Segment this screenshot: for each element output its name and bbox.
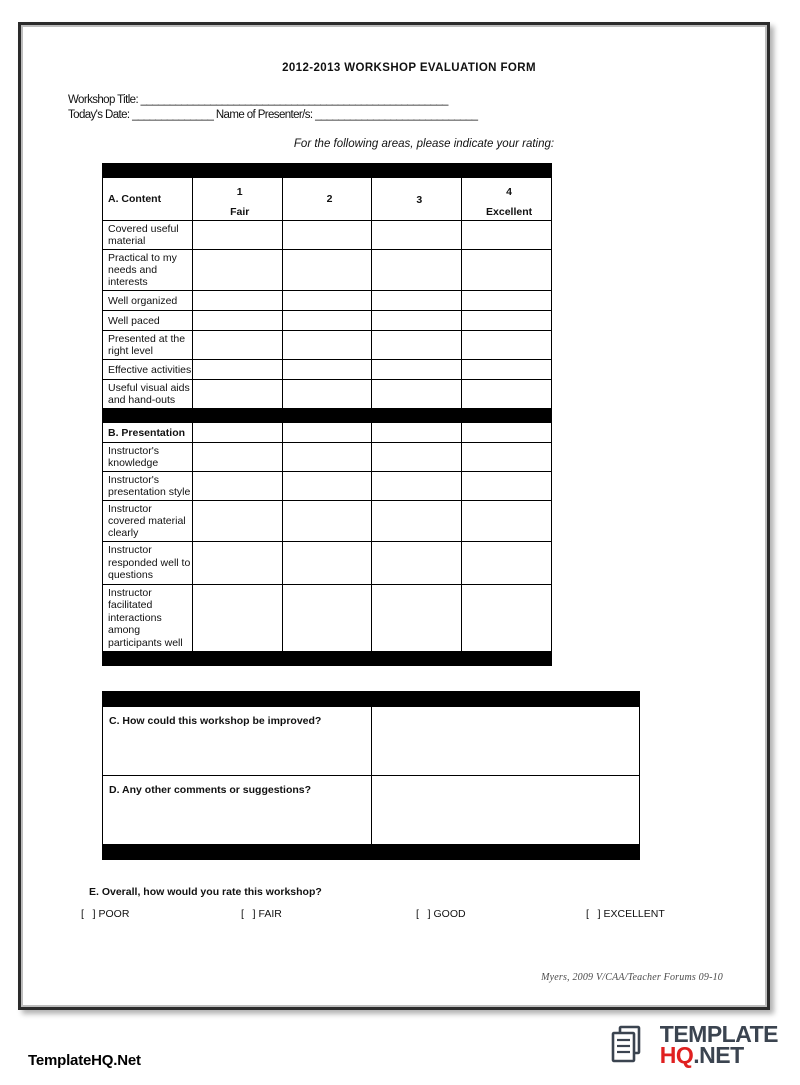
rating-column-4-number: 4 — [506, 186, 513, 198]
rating-cell-2[interactable] — [282, 360, 372, 380]
item-label: Useful visual aids and hand-outs — [103, 380, 193, 409]
rating-column-2 — [282, 178, 372, 221]
rating-cell-4[interactable] — [462, 584, 552, 652]
item-label: Well organized — [103, 291, 193, 311]
rating-cell-2[interactable] — [282, 311, 372, 331]
table-row — [103, 311, 552, 331]
table-row — [103, 331, 552, 360]
logo-hq-net-text — [659, 1042, 778, 1068]
rating-cell-4[interactable] — [462, 472, 552, 501]
table-row — [103, 360, 552, 380]
table-row — [103, 472, 552, 501]
item-label: Well paced — [103, 311, 193, 331]
rating-cell-3[interactable] — [372, 331, 462, 360]
section-b-header-row — [103, 423, 552, 443]
rating-cell-1[interactable] — [192, 331, 282, 360]
table-black-bar-top — [103, 164, 552, 178]
rating-cell-3[interactable] — [372, 291, 462, 311]
comments-black-bar-top — [103, 692, 640, 707]
option-excellent[interactable]: [ ] EXCELLENT — [586, 908, 665, 920]
section-b-header: B. Presentation — [103, 423, 193, 443]
document-page-inner-border — [21, 25, 767, 1007]
rating-cell-1[interactable] — [192, 472, 282, 501]
question-d-label: D. Any other comments or suggestions? — [103, 776, 372, 845]
rating-column-2-number: 2 — [326, 193, 333, 205]
table-black-bar-middle — [103, 409, 552, 423]
rating-cell-1[interactable] — [192, 250, 282, 291]
page-title: 2012-2013 WORKSHOP EVALUATION FORM — [282, 62, 536, 74]
section-a-header: A. Content — [103, 178, 193, 221]
rating-cell-3[interactable] — [372, 311, 462, 331]
rating-cell-4[interactable] — [462, 501, 552, 542]
item-label: Covered useful material — [103, 221, 193, 250]
item-label: Instructor responded well to questions — [103, 542, 193, 585]
document-page-frame — [18, 22, 770, 1010]
rating-cell-3[interactable] — [372, 443, 462, 472]
section-e-title: E. Overall, how would you rate this workshop? — [89, 886, 322, 898]
rating-cell-4[interactable] — [462, 360, 552, 380]
rating-cell-4[interactable] — [462, 380, 552, 409]
document-signature: Myers, 2009 V/CAA/Teacher Forums 09-10 — [541, 972, 723, 983]
comments-row-c — [103, 707, 640, 776]
rating-cell-4[interactable] — [462, 542, 552, 585]
rating-column-3 — [372, 178, 462, 221]
rating-cell-4[interactable] — [462, 250, 552, 291]
rating-cell-2[interactable] — [282, 443, 372, 472]
rating-cell-2[interactable] — [282, 584, 372, 652]
rating-cell-1[interactable] — [192, 221, 282, 250]
templatehq-logo — [607, 1022, 778, 1068]
table-black-bar-bottom — [103, 652, 552, 666]
rating-cell-2[interactable] — [282, 380, 372, 409]
comments-table-wrapper — [102, 691, 640, 860]
item-label: Instructor's presentation style — [103, 472, 193, 501]
item-label: Instructor facilitated interactions among participants well — [103, 584, 193, 652]
rating-column-1 — [192, 178, 282, 221]
option-fair[interactable]: [ ] FAIR — [241, 908, 282, 920]
rating-cell-1[interactable] — [192, 542, 282, 585]
table-row — [103, 542, 552, 585]
rating-column-1-label: Fair — [230, 206, 250, 218]
rating-cell-2[interactable] — [282, 423, 372, 443]
table-row — [103, 221, 552, 250]
answer-d-field[interactable] — [371, 776, 640, 845]
rating-cell-3[interactable] — [372, 250, 462, 291]
workshop-title-field[interactable]: Workshop Title: _____________________________________________________ — [68, 94, 448, 106]
rating-cell-2[interactable] — [282, 331, 372, 360]
section-e-options — [81, 908, 765, 920]
rating-column-4 — [462, 178, 552, 221]
answer-c-field[interactable] — [371, 707, 640, 776]
item-label: Instructor's knowledge — [103, 443, 193, 472]
watermark-bottom-left: TemplateHQ.Net — [28, 1052, 141, 1069]
comments-table — [102, 691, 640, 860]
comments-black-bar-bottom — [103, 845, 640, 860]
logo-template-text: TEMPLATE — [659, 1021, 778, 1047]
rating-table — [102, 163, 552, 666]
option-good[interactable]: [ ] GOOD — [416, 908, 466, 920]
rating-cell-1[interactable] — [192, 380, 282, 409]
rating-cell-3[interactable] — [372, 360, 462, 380]
rating-cell-4[interactable] — [462, 443, 552, 472]
item-label: Instructor covered material clearly — [103, 501, 193, 542]
rating-cell-3[interactable] — [372, 423, 462, 443]
rating-cell-1[interactable] — [192, 360, 282, 380]
item-label: Effective activities — [103, 360, 193, 380]
rating-cell-4[interactable] — [462, 291, 552, 311]
rating-cell-2[interactable] — [282, 501, 372, 542]
comments-row-d — [103, 776, 640, 845]
rating-cell-4[interactable] — [462, 221, 552, 250]
rating-instruction: For the following areas, please indicate your rating: — [293, 138, 555, 150]
rating-cell-1[interactable] — [192, 311, 282, 331]
section-e — [23, 886, 765, 920]
rating-cell-4[interactable] — [462, 423, 552, 443]
rating-column-3-number: 3 — [416, 194, 423, 206]
table-row — [103, 291, 552, 311]
rating-cell-3[interactable] — [372, 221, 462, 250]
question-c-label: C. How could this workshop be improved? — [103, 707, 372, 776]
rating-cell-3[interactable] — [372, 542, 462, 585]
rating-table-wrapper — [102, 163, 552, 666]
table-row — [103, 380, 552, 409]
rating-cell-2[interactable] — [282, 250, 372, 291]
rating-cell-2[interactable] — [282, 542, 372, 585]
rating-cell-2[interactable] — [282, 472, 372, 501]
rating-cell-4[interactable] — [462, 331, 552, 360]
form-meta-fields — [23, 93, 765, 122]
rating-cell-3[interactable] — [372, 380, 462, 409]
item-label: Practical to my needs and interests — [103, 250, 193, 291]
rating-cell-1[interactable] — [192, 584, 282, 652]
table-row — [103, 250, 552, 291]
rating-cell-2[interactable] — [282, 221, 372, 250]
rating-table-header-row — [103, 178, 552, 221]
rating-cell-3[interactable] — [372, 584, 462, 652]
rating-column-4-label: Excellent — [486, 206, 533, 218]
rating-cell-1[interactable] — [192, 443, 282, 472]
date-presenter-field[interactable]: Today's Date: ______________ Name of Presenter/s: ____________________________ — [68, 108, 478, 121]
rating-cell-3[interactable] — [372, 472, 462, 501]
rating-column-1-number: 1 — [236, 186, 243, 198]
rating-cell-1[interactable] — [192, 501, 282, 542]
table-row — [103, 443, 552, 472]
rating-cell-1[interactable] — [192, 291, 282, 311]
rating-cell-4[interactable] — [462, 311, 552, 331]
rating-cell-2[interactable] — [282, 291, 372, 311]
document-stack-icon — [607, 1022, 653, 1068]
document-sheet — [23, 27, 765, 1005]
logo-hq-text: HQ — [659, 1042, 694, 1068]
rating-cell-3[interactable] — [372, 501, 462, 542]
table-row — [103, 584, 552, 652]
logo-text — [659, 1021, 778, 1068]
option-poor[interactable]: [ ] POOR — [81, 908, 130, 920]
rating-cell-1[interactable] — [192, 423, 282, 443]
logo-net-text: .NET — [693, 1042, 744, 1068]
item-label: Presented at the right level — [103, 331, 193, 360]
table-row — [103, 501, 552, 542]
